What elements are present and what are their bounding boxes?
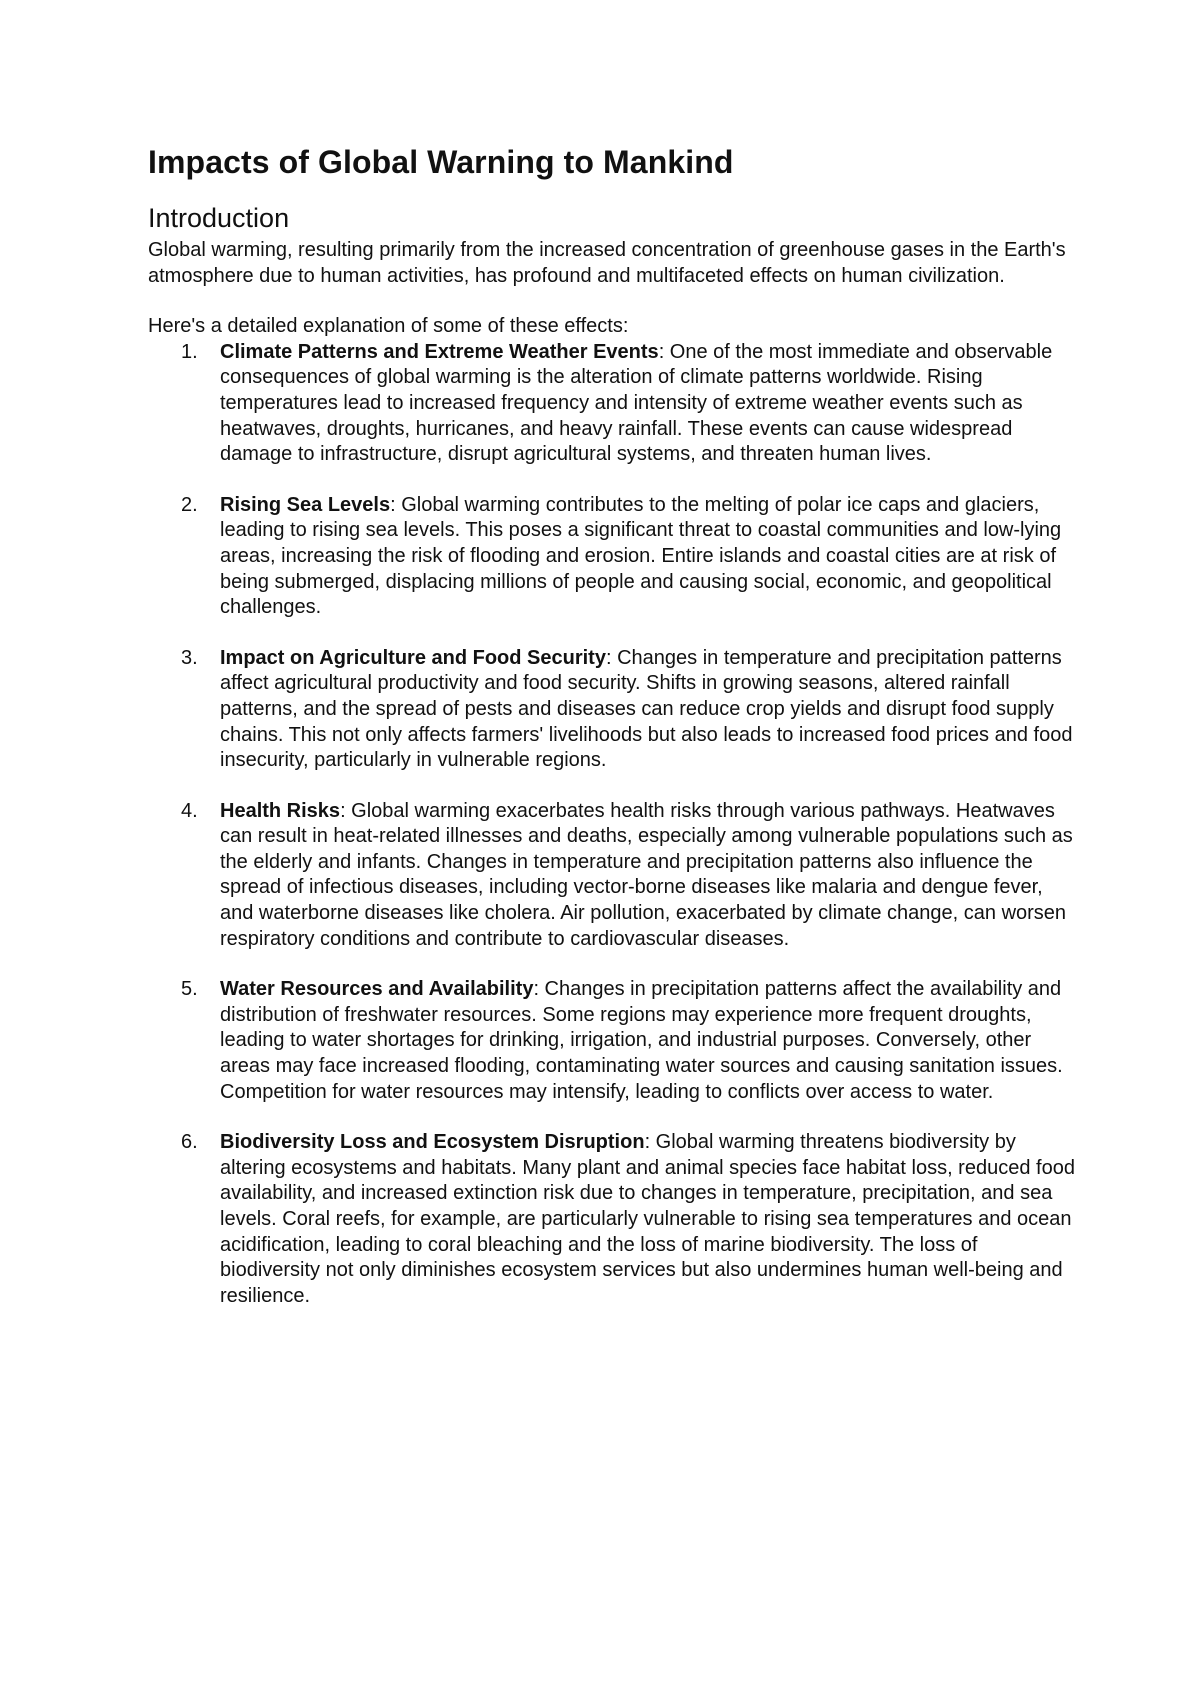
list-item-text: : Changes in precipitation patterns affect the availability and distribution of freshwater resources. Some regions may experience more frequent droughts, leading to water shortages for drinking, irrigation, and industrial purposes. Conversely, other areas may face increased flooding, contaminating water sources and causing sanitation issues. Competition for water resources may intensify, leading to conflicts over access to water.	[220, 978, 1063, 1103]
document-title: Impacts of Global Warning to Mankind	[148, 144, 734, 180]
list-item-number: 4.	[181, 799, 198, 822]
list-item	[148, 340, 1078, 468]
list-item-text: : Global warming threatens biodiversity by altering ecosystems and habitats. Many plant and animal species face habitat loss, reduced food availability, and increased extinction risk due to changes in temperature, precipitation, and sea levels. Coral reefs, for example, are particularly vulnerable to rising sea temperatures and ocean acidification, leading to coral bleaching and the loss of marine biodiversity. The loss of biodiversity not only diminishes ecosystem services but also undermines human well-being and resilience.	[220, 1131, 1075, 1307]
intro-paragraph: Global warming, resulting primarily from the increased concentration of greenhouse gases in the Earth's atmosphere due to human activities, has profound and multifaceted effects on human civilization.	[148, 239, 1066, 287]
list-item	[148, 1130, 1078, 1309]
list-item-term: Health Risks	[220, 799, 341, 822]
list-item-term: Rising Sea Levels	[220, 493, 391, 516]
list-item-term: Water Resources and Availability	[220, 978, 534, 1001]
list-item-text: : Global warming contributes to the melting of polar ice caps and glaciers, leading to rising sea levels. This poses a significant threat to coastal communities and low-lying areas, increasing the risk of flooding and erosion. Entire islands and coastal cities are at risk of being submerged, displacing millions of people and causing social, economic, and geopolitical challenges.	[220, 493, 1062, 619]
list-item	[148, 493, 1078, 621]
list-item-term: Climate Patterns and Extreme Weather Events	[220, 340, 659, 363]
list-item-number: 2.	[181, 493, 198, 516]
list-item-term: Impact on Agriculture and Food Security	[220, 646, 606, 669]
intro-heading: Introduction	[148, 203, 290, 233]
list-item	[148, 977, 1078, 1105]
list-item-number: 1.	[181, 340, 198, 363]
list-item-number: 5.	[181, 978, 198, 1001]
list-item	[148, 646, 1078, 774]
document-page	[148, 142, 1078, 1309]
list-item-text: : Global warming exacerbates health risks through various pathways. Heatwaves can result in heat-related illnesses and deaths, especially among vulnerable populations such as the elderly and infants. Changes in temperature and precipitation patterns also influence the spread of infectious diseases, including vector-borne diseases like malaria and dengue fever, and waterborne diseases like cholera. Air pollution, exacerbated by climate change, can worsen respiratory conditions and contribute to cardiovascular diseases.	[220, 799, 1073, 950]
list-lead-paragraph: Here's a detailed explanation of some of these effects:	[148, 315, 629, 338]
effects-list	[148, 340, 1078, 1310]
list-item-text: : Changes in temperature and precipitation patterns affect agricultural productivity and food security. Shifts in growing seasons, altered rainfall patterns, and the spread of pests and diseases can reduce crop yields and disrupt food supply chains. This not only affects farmers' livelihoods but also leads to increased food prices and food insecurity, particularly in vulnerable regions.	[220, 646, 1073, 772]
list-item-number: 3.	[181, 646, 198, 669]
list-item-text: : One of the most immediate and observable consequences of global warming is the alteration of climate patterns worldwide. Rising temperatures lead to increased frequency and intensity of extreme weather events such as heatwaves, droughts, hurricanes, and heavy rainfall. These events can cause widespread damage to infrastructure, disrupt agricultural systems, and threaten human lives.	[220, 340, 1053, 466]
list-item-number: 6.	[181, 1131, 198, 1154]
list-item	[148, 799, 1078, 953]
list-item-term: Biodiversity Loss and Ecosystem Disruption	[220, 1131, 645, 1154]
